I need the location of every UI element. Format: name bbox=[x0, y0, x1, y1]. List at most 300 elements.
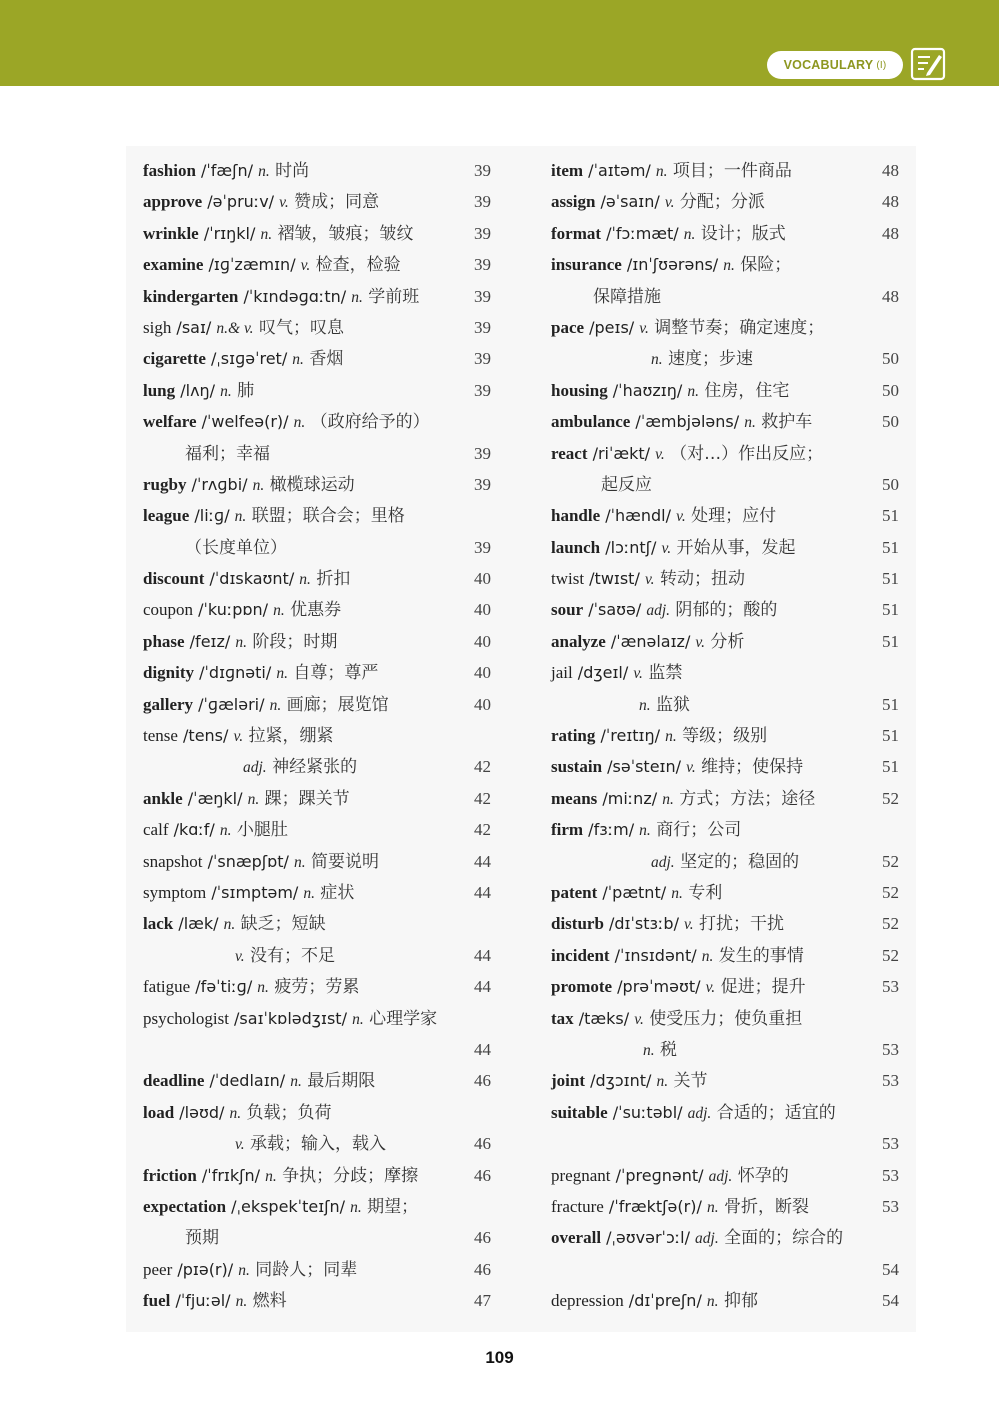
vocab-part-of-speech: v. bbox=[695, 633, 706, 651]
vocab-part-of-speech: n.& v. bbox=[216, 319, 254, 337]
vocab-word: deadline bbox=[143, 1071, 205, 1091]
vocab-page-ref: 46 bbox=[474, 1071, 491, 1091]
vocab-entry bbox=[143, 375, 493, 406]
vocab-entry bbox=[143, 186, 493, 217]
vocab-page-ref: 39 bbox=[474, 380, 491, 400]
vocab-page-ref: 42 bbox=[474, 757, 491, 777]
vocab-word: housing bbox=[551, 380, 608, 400]
vocab-page-ref: 39 bbox=[474, 443, 491, 463]
section-label-sub: (I) bbox=[876, 59, 887, 71]
vocab-definition: 监禁 bbox=[642, 663, 683, 684]
vocab-part-of-speech: n. bbox=[665, 728, 677, 746]
vocab-page-ref: 53 bbox=[882, 1165, 899, 1185]
section-label-text: VOCABULARY bbox=[783, 58, 874, 72]
vocab-phonetic: /ˈsnæpʃɒt/ bbox=[202, 851, 294, 871]
vocab-phonetic: /dʒɔɪnt/ bbox=[585, 1071, 657, 1091]
vocab-entry bbox=[551, 312, 901, 343]
vocab-definition: 肺 bbox=[231, 380, 255, 401]
vocab-entry bbox=[143, 469, 493, 500]
vocab-part-of-speech: v. bbox=[664, 194, 675, 212]
vocab-word: coupon bbox=[143, 600, 194, 620]
vocab-word: welfare bbox=[143, 412, 197, 432]
vocab-part-of-speech: n. bbox=[260, 225, 273, 243]
vocab-word: sigh bbox=[143, 317, 172, 337]
vocab-page-ref: 53 bbox=[882, 1039, 899, 1059]
vocab-page-ref: 48 bbox=[882, 286, 899, 306]
vocab-part-of-speech: n. bbox=[265, 1167, 277, 1185]
vocab-entry bbox=[551, 783, 901, 814]
vocab-definition: 叹气；叹息 bbox=[253, 317, 344, 338]
vocab-phonetic: /riˈækt/ bbox=[587, 443, 656, 463]
vocab-page-ref: 52 bbox=[882, 882, 899, 902]
vocab-definition: 住房，住宅 bbox=[699, 380, 790, 401]
vocab-definition: 同龄人；同辈 bbox=[249, 1259, 358, 1280]
vocab-definition: 税 bbox=[654, 1039, 678, 1060]
vocab-part-of-speech: n. bbox=[269, 696, 282, 714]
vocab-phonetic: /ˈwelfeə(r)/ bbox=[196, 412, 294, 432]
vocab-word: disturb bbox=[551, 914, 604, 934]
vocab-word: overall bbox=[551, 1228, 602, 1248]
vocab-entry bbox=[551, 626, 901, 657]
vocab-phonetic: /kɑːf/ bbox=[168, 820, 220, 840]
vocab-word: suitable bbox=[551, 1102, 608, 1122]
vocab-entry bbox=[551, 186, 901, 217]
vocab-word: format bbox=[551, 223, 602, 243]
vocab-word: fashion bbox=[143, 161, 196, 180]
vocab-word: depression bbox=[551, 1291, 624, 1311]
vocab-word: wrinkle bbox=[143, 223, 199, 243]
vocab-definition: 优惠券 bbox=[284, 600, 342, 621]
vocab-entry bbox=[551, 500, 901, 531]
vocab-part-of-speech: adj. bbox=[687, 1104, 712, 1122]
vocab-page-ref: 39 bbox=[474, 349, 491, 369]
vocab-part-of-speech: n. bbox=[252, 476, 265, 494]
vocab-definition: 检查，检验 bbox=[310, 255, 401, 276]
vocab-phonetic: /ˈfjuːəl/ bbox=[170, 1291, 236, 1311]
vocab-entry-continuation bbox=[551, 1254, 901, 1285]
vocab-part-of-speech: n. bbox=[238, 1261, 250, 1279]
vocab-page-ref: 48 bbox=[882, 223, 899, 243]
vocab-entry bbox=[551, 1222, 901, 1253]
vocab-word: rating bbox=[551, 726, 596, 746]
vocab-part-of-speech: adj. bbox=[651, 853, 675, 871]
vocab-part-of-speech: n. bbox=[299, 571, 311, 589]
vocab-part-of-speech: v. bbox=[633, 665, 643, 683]
vocab-word: sustain bbox=[551, 757, 603, 777]
vocab-entry bbox=[551, 720, 901, 751]
vocab-part-of-speech: v. bbox=[235, 947, 245, 965]
vocab-entry bbox=[143, 877, 493, 908]
vocab-word: pregnant bbox=[551, 1165, 611, 1185]
vocab-phonetic: /prəˈməʊt/ bbox=[612, 977, 706, 997]
vocab-page-ref: 51 bbox=[882, 506, 899, 526]
vocab-word: item bbox=[551, 161, 584, 180]
vocab-entry bbox=[143, 908, 493, 939]
vocab-entry bbox=[143, 783, 493, 814]
vocab-column-right bbox=[551, 155, 901, 1316]
vocab-part-of-speech: v. bbox=[686, 759, 696, 777]
vocab-entry bbox=[551, 657, 901, 688]
vocab-page-ref: 39 bbox=[474, 286, 491, 306]
vocab-part-of-speech: n. bbox=[293, 414, 306, 432]
vocab-phonetic: /ˈdedlaɪn/ bbox=[204, 1071, 291, 1091]
vocab-page-ref: 47 bbox=[474, 1291, 491, 1311]
vocab-definition: 预期 bbox=[185, 1228, 219, 1249]
vocab-word: phase bbox=[143, 631, 185, 651]
vocab-page-ref: 50 bbox=[882, 349, 899, 369]
vocab-word: league bbox=[143, 506, 190, 526]
vocab-definition: 发生的事情 bbox=[713, 945, 804, 966]
vocab-phonetic: /ˈænəlaɪz/ bbox=[605, 631, 696, 651]
vocab-definition: 负载；负荷 bbox=[241, 1102, 332, 1123]
vocab-phonetic: /ˈdɪɡnəti/ bbox=[194, 663, 277, 683]
section-label bbox=[767, 51, 903, 79]
vocab-phonetic: /feɪz/ bbox=[184, 631, 236, 651]
vocab-entry bbox=[551, 908, 901, 939]
vocab-entry bbox=[551, 1065, 901, 1096]
vocab-entry-continuation bbox=[143, 532, 493, 563]
vocab-page-ref: 51 bbox=[882, 631, 899, 651]
vocab-part-of-speech: v. bbox=[634, 1010, 644, 1028]
vocab-page-ref: 53 bbox=[882, 1196, 899, 1216]
vocab-phonetic: /ˌsɪɡəˈret/ bbox=[205, 349, 293, 369]
vocab-phonetic: /lɔːntʃ/ bbox=[600, 537, 662, 557]
vocab-definition: 简要说明 bbox=[305, 851, 380, 872]
vocab-part-of-speech: n. bbox=[351, 288, 363, 306]
vocab-definition: 项目；一件商品 bbox=[667, 161, 792, 181]
vocab-page-ref: 44 bbox=[474, 977, 491, 997]
vocab-definition: 设计；版式 bbox=[695, 223, 786, 244]
vocab-definition: 踝；踝关节 bbox=[259, 788, 350, 809]
vocab-definition: 方式；方法；途径 bbox=[673, 788, 816, 809]
vocab-definition: 合适的；适宜的 bbox=[711, 1102, 836, 1123]
vocab-entry bbox=[551, 1097, 901, 1128]
vocab-word: assign bbox=[551, 192, 596, 212]
vocab-definition: 速度；步速 bbox=[662, 349, 754, 370]
vocab-phonetic: /ləʊd/ bbox=[174, 1102, 230, 1122]
vocab-page-ref: 39 bbox=[474, 223, 491, 243]
vocab-page-ref: 52 bbox=[882, 914, 899, 934]
vocab-phonetic: /ˈhaʊzɪŋ/ bbox=[607, 380, 688, 400]
vocab-entry-continuation bbox=[143, 1034, 493, 1065]
vocab-phonetic: /ˈdɪskaʊnt/ bbox=[204, 569, 300, 589]
vocab-definition: 时尚 bbox=[269, 161, 310, 181]
vocab-part-of-speech: adj. bbox=[708, 1167, 733, 1185]
vocab-entry bbox=[143, 218, 493, 249]
vocab-page-ref: 42 bbox=[474, 820, 491, 840]
vocab-word: pace bbox=[551, 317, 585, 337]
vocab-definition: 处理；应付 bbox=[685, 506, 777, 527]
vocab-entry bbox=[143, 846, 493, 877]
vocab-column-left bbox=[143, 155, 493, 1316]
vocab-page-ref: 52 bbox=[882, 788, 899, 808]
vocab-entry bbox=[143, 563, 493, 594]
vocab-definition: 促进；提升 bbox=[715, 977, 806, 998]
vocab-page-ref: 50 bbox=[882, 380, 899, 400]
vocab-entry bbox=[551, 249, 901, 280]
vocab-definition: 神经紧张的 bbox=[266, 757, 358, 778]
vocab-part-of-speech: n. bbox=[639, 696, 651, 714]
vocab-entry bbox=[551, 594, 901, 625]
vocab-part-of-speech: n. bbox=[303, 884, 315, 902]
vocab-part-of-speech: n. bbox=[723, 257, 735, 275]
vocab-page-ref: 53 bbox=[882, 1071, 899, 1091]
vocab-entry bbox=[143, 814, 493, 845]
vocab-word: fuel bbox=[143, 1291, 171, 1311]
vocab-page-ref: 46 bbox=[474, 1134, 491, 1154]
vocab-phonetic: /ˈhændl/ bbox=[600, 506, 677, 526]
vocab-definition: 缺乏；短缺 bbox=[235, 914, 326, 935]
vocab-page-ref: 46 bbox=[474, 1165, 491, 1185]
vocab-word: symptom bbox=[143, 882, 207, 902]
vocab-definition: 联盟；联合会；里格 bbox=[246, 506, 405, 527]
vocab-part-of-speech: n. bbox=[247, 790, 260, 808]
vocab-page-ref: 40 bbox=[474, 600, 491, 620]
vocab-word: friction bbox=[143, 1165, 197, 1185]
vocab-word: promote bbox=[551, 977, 613, 997]
vocab-phonetic: /ɪnˈʃʊərəns/ bbox=[621, 255, 724, 275]
vocab-page-ref: 39 bbox=[474, 474, 491, 494]
vocab-page-ref: 52 bbox=[882, 945, 899, 965]
vocab-part-of-speech: n. bbox=[235, 1293, 248, 1311]
vocab-entry bbox=[551, 563, 901, 594]
vocab-word: lung bbox=[143, 380, 176, 400]
vocab-entry bbox=[143, 1097, 493, 1128]
vocab-part-of-speech: adj. bbox=[695, 1230, 719, 1248]
vocab-entry-continuation bbox=[551, 1128, 901, 1159]
vocab-entry bbox=[143, 312, 493, 343]
vocab-phonetic: /ɪɡˈzæmɪn/ bbox=[203, 255, 301, 275]
vocab-entry bbox=[143, 689, 493, 720]
vocab-entry-continuation bbox=[143, 751, 493, 782]
vocab-entry bbox=[143, 626, 493, 657]
vocab-definition: 症状 bbox=[315, 882, 355, 903]
vocab-entry bbox=[551, 814, 901, 845]
vocab-phonetic: /dɪˈstɜːb/ bbox=[603, 914, 685, 934]
vocab-phonetic: /peɪs/ bbox=[584, 317, 640, 337]
vocab-definition: 开始从事，发起 bbox=[671, 537, 796, 558]
vocab-phonetic: /ˈæŋkl/ bbox=[182, 788, 248, 808]
vocab-word: tense bbox=[143, 726, 178, 746]
vocab-word: cigarette bbox=[143, 349, 206, 369]
vocab-phonetic: /tæks/ bbox=[573, 1008, 635, 1028]
vocab-word: load bbox=[143, 1102, 175, 1122]
vocab-entry bbox=[143, 657, 493, 688]
vocab-definition: 保险； bbox=[734, 255, 792, 276]
vocab-definition: （对…）作出反应； bbox=[664, 443, 824, 464]
vocab-definition: 坚定的；稳固的 bbox=[674, 851, 800, 872]
vocab-page-ref: 44 bbox=[474, 945, 491, 965]
vocab-entry-continuation bbox=[551, 343, 901, 374]
vocab-entry bbox=[551, 532, 901, 563]
vocab-definition: 分配；分派 bbox=[674, 192, 765, 213]
vocab-definition: （长度单位） bbox=[185, 537, 287, 558]
vocab-definition: 福利；幸福 bbox=[185, 443, 270, 464]
vocab-entry bbox=[551, 877, 901, 908]
vocab-part-of-speech: n. bbox=[701, 947, 714, 965]
vocab-word: twist bbox=[551, 569, 585, 589]
vocab-part-of-speech: v. bbox=[684, 916, 694, 934]
vocab-word: discount bbox=[143, 569, 205, 589]
vocab-phonetic: /əˈpruːv/ bbox=[202, 192, 280, 212]
vocab-part-of-speech: n. bbox=[662, 790, 674, 808]
vocab-definition: 折扣 bbox=[310, 569, 351, 590]
vocab-phonetic: /dʒeɪl/ bbox=[572, 663, 634, 683]
vocab-word: ambulance bbox=[551, 412, 631, 432]
vocab-word: firm bbox=[551, 820, 584, 840]
vocab-definition: 阶段；时期 bbox=[246, 631, 338, 652]
vocab-word: expectation bbox=[143, 1196, 227, 1216]
vocab-word: ankle bbox=[143, 788, 183, 808]
vocab-definition: 承载；输入，载入 bbox=[244, 1134, 387, 1155]
vocab-definition: 关节 bbox=[668, 1071, 708, 1092]
vocab-entry-continuation bbox=[551, 469, 901, 500]
vocab-definition: 维持；使保持 bbox=[695, 757, 804, 778]
vocab-entry bbox=[551, 1160, 901, 1191]
vocab-word: patent bbox=[551, 882, 598, 902]
vocab-definition: 褶皱，皱痕；皱纹 bbox=[272, 223, 414, 244]
vocab-part-of-speech: n. bbox=[219, 822, 232, 840]
vocab-word: handle bbox=[551, 506, 601, 526]
vocab-definition: 拉紧，绷紧 bbox=[243, 726, 334, 747]
vocab-page-ref: 40 bbox=[474, 663, 491, 683]
vocab-page-ref: 46 bbox=[474, 1228, 491, 1248]
vocab-part-of-speech: n. bbox=[235, 633, 247, 651]
vocab-page-ref: 39 bbox=[474, 192, 491, 212]
vocab-page-ref: 40 bbox=[474, 694, 491, 714]
vocab-entry bbox=[143, 249, 493, 280]
vocab-page-ref: 42 bbox=[474, 788, 491, 808]
vocab-phonetic: /ˈfæʃn/ bbox=[195, 161, 259, 180]
vocab-part-of-speech: v. bbox=[235, 1136, 245, 1154]
vocab-part-of-speech: n. bbox=[273, 602, 285, 620]
vocab-part-of-speech: v. bbox=[676, 508, 686, 526]
vocab-definition: 商行；公司 bbox=[650, 820, 742, 841]
vocab-phonetic: /miːnz/ bbox=[597, 788, 663, 808]
vocab-part-of-speech: n. bbox=[220, 382, 232, 400]
vocab-page-ref: 51 bbox=[882, 569, 899, 589]
vocab-phonetic: /ˈkɪndəɡɑːtn/ bbox=[238, 286, 352, 306]
vocab-definition: 学前班 bbox=[362, 286, 420, 307]
vocab-part-of-speech: v. bbox=[705, 979, 716, 997]
vocab-definition: 画廊；展览馆 bbox=[281, 694, 389, 715]
vocab-entry bbox=[551, 751, 901, 782]
vocab-definition: 保障措施 bbox=[593, 286, 661, 307]
vocab-phonetic: /ˈpreɡnənt/ bbox=[610, 1165, 709, 1185]
vocab-definition: 燃料 bbox=[247, 1291, 287, 1312]
vocab-entry bbox=[143, 155, 493, 186]
vocab-definition: 最后期限 bbox=[301, 1071, 376, 1092]
vocab-page-ref: 48 bbox=[882, 161, 899, 180]
vocab-part-of-speech: v. bbox=[661, 539, 672, 557]
vocab-page-ref: 54 bbox=[882, 1291, 899, 1311]
vocab-page-ref: 40 bbox=[474, 569, 491, 589]
vocab-page-ref: 39 bbox=[474, 317, 491, 337]
vocab-definition: 没有；不足 bbox=[244, 945, 336, 966]
vocab-word: approve bbox=[143, 192, 203, 212]
vocab-entry bbox=[143, 343, 493, 374]
vocab-phonetic: /lʌŋ/ bbox=[175, 380, 221, 400]
vocab-page-ref: 51 bbox=[882, 600, 899, 620]
vocab-entry bbox=[551, 155, 901, 186]
vocab-page-ref: 48 bbox=[882, 192, 899, 212]
vocab-definition: （政府给予的） bbox=[305, 412, 430, 433]
vocab-phonetic: /dɪˈpreʃn/ bbox=[623, 1291, 707, 1311]
vocab-part-of-speech: n. bbox=[350, 1198, 362, 1216]
vocab-page-ref: 51 bbox=[882, 694, 899, 714]
vocab-word: calf bbox=[143, 820, 169, 840]
vocab-page-ref: 54 bbox=[882, 1259, 899, 1279]
vocab-page-ref: 46 bbox=[474, 1259, 491, 1279]
vocab-phonetic: /əˈsaɪn/ bbox=[595, 192, 665, 212]
vocab-word: fatigue bbox=[143, 977, 191, 997]
vocab-definition: 小腿肚 bbox=[231, 820, 288, 841]
vocab-part-of-speech: n. bbox=[258, 163, 270, 180]
vocab-phonetic: /pɪə(r)/ bbox=[172, 1259, 239, 1279]
vocab-word: insurance bbox=[551, 255, 622, 275]
vocab-page-ref: 53 bbox=[882, 977, 899, 997]
vocab-part-of-speech: n. bbox=[229, 1104, 242, 1122]
vocab-definition: 争执；分歧；摩擦 bbox=[276, 1165, 419, 1186]
vocab-definition: 赞成；同意 bbox=[288, 192, 380, 213]
vocab-phonetic: /ˈfrɪkʃn/ bbox=[196, 1165, 266, 1185]
vocab-part-of-speech: v. bbox=[279, 194, 289, 212]
vocab-entry bbox=[551, 940, 901, 971]
vocab-part-of-speech: n. bbox=[223, 916, 236, 934]
vocab-word: rugby bbox=[143, 474, 187, 494]
vocab-page-ref: 39 bbox=[474, 255, 491, 275]
vocab-entry bbox=[143, 406, 493, 437]
vocab-phonetic: /ˈreɪtɪŋ/ bbox=[595, 726, 666, 746]
vocab-page-ref: 51 bbox=[882, 757, 899, 777]
vocab-phonetic: /ˈrɪŋkl/ bbox=[198, 223, 261, 243]
vocab-page-ref: 44 bbox=[474, 851, 491, 871]
vocab-phonetic: /tens/ bbox=[177, 726, 234, 746]
vocab-definition: 全面的；综合的 bbox=[718, 1228, 844, 1249]
vocab-entry bbox=[143, 594, 493, 625]
vocab-part-of-speech: n. bbox=[683, 225, 696, 243]
vocab-phonetic: /ˌekspekˈteɪʃn/ bbox=[226, 1196, 351, 1216]
vocab-entry bbox=[143, 1160, 493, 1191]
vocab-definition: 调整节奏；确定速度； bbox=[648, 317, 825, 338]
vocab-part-of-speech: n. bbox=[292, 351, 304, 369]
vocab-phonetic: /ˈɡæləri/ bbox=[193, 694, 270, 714]
vocab-part-of-speech: n. bbox=[706, 1198, 719, 1216]
vocab-part-of-speech: n. bbox=[639, 822, 651, 840]
page-number: 109 bbox=[485, 1348, 514, 1367]
vocab-phonetic: /ˈfræktʃə(r)/ bbox=[603, 1196, 707, 1216]
vocab-phonetic: /ˈaɪtəm/ bbox=[583, 161, 656, 180]
vocab-phonetic: /læk/ bbox=[173, 914, 224, 934]
vocab-word: sour bbox=[551, 600, 584, 620]
vocab-definition: 阴郁的；酸的 bbox=[670, 600, 778, 621]
vocab-word: jail bbox=[551, 663, 573, 683]
vocab-definition: 等级；级别 bbox=[676, 726, 768, 747]
vocab-definition: 疲劳；劳累 bbox=[268, 977, 360, 998]
vocab-phonetic: /fɜːm/ bbox=[583, 820, 640, 840]
vocab-word: examine bbox=[143, 255, 204, 275]
vocab-word: kindergarten bbox=[143, 286, 239, 306]
vocab-entry-continuation bbox=[551, 1034, 901, 1065]
vocab-page-ref: 40 bbox=[474, 631, 491, 651]
vocab-part-of-speech: v. bbox=[300, 257, 311, 275]
vocab-page-ref: 51 bbox=[882, 537, 899, 557]
vocab-phonetic: /ˈsɪmptəm/ bbox=[206, 882, 304, 902]
vocab-entry bbox=[143, 1285, 493, 1316]
vocab-page-ref: 53 bbox=[882, 1134, 899, 1154]
vocab-part-of-speech: adj. bbox=[646, 602, 671, 620]
vocab-entry-continuation bbox=[551, 846, 901, 877]
